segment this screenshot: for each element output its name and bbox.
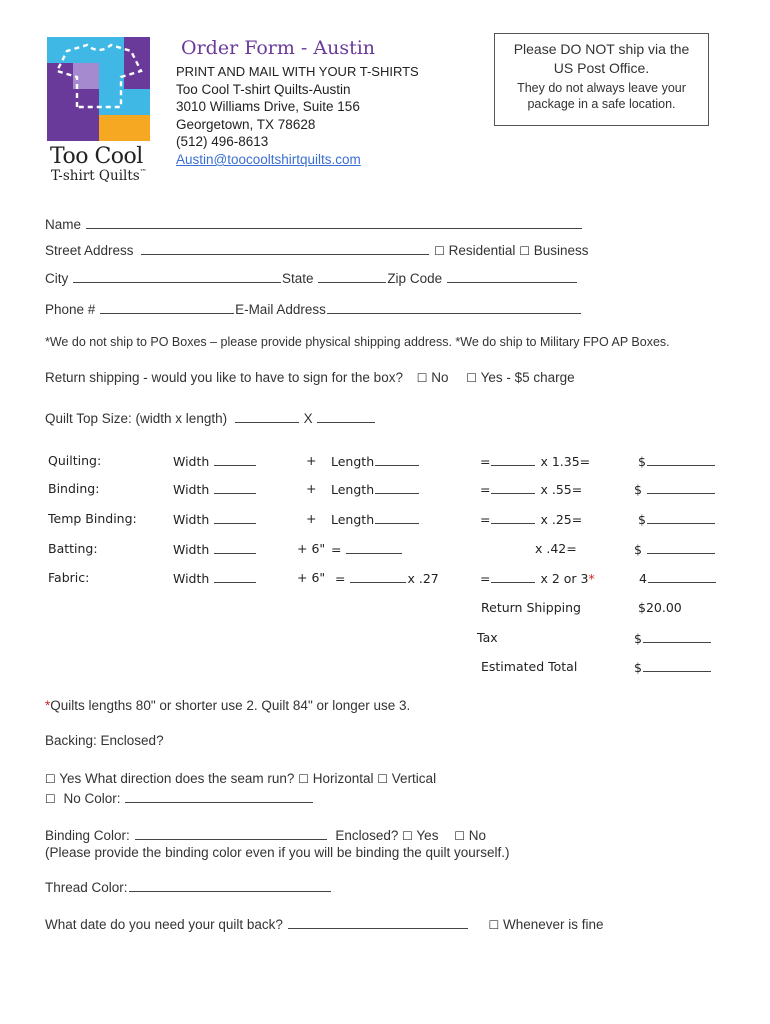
binding-length-field[interactable] <box>375 481 419 494</box>
batting-price-field[interactable] <box>647 541 715 554</box>
po-box-note: *We do not ship to PO Boxes – please provide physical shipping address. *We do ship to Military FPO AP Boxes. <box>45 335 670 349</box>
name-row <box>45 216 583 232</box>
batting-width-field[interactable] <box>214 541 256 554</box>
state-field[interactable] <box>318 270 386 283</box>
tax-label: Tax <box>477 630 498 645</box>
backing-yes-checkbox[interactable]: ☐ <box>45 772 56 786</box>
city-row <box>45 270 578 286</box>
quilt-size-x: X <box>303 411 313 426</box>
quilting-label: Quilting: <box>48 453 102 468</box>
fabric-total: = x 2 or 3* <box>480 571 595 586</box>
batting-price: $ <box>634 541 716 557</box>
fabric-total-field[interactable] <box>491 570 535 583</box>
phone-label: Phone # <box>45 302 96 317</box>
batting-label: Batting: <box>48 541 98 556</box>
quilting-length: Length <box>331 453 420 469</box>
return-date-question: What date do you need your quilt back? <box>45 917 283 932</box>
return-shipping-label: Return Shipping <box>481 600 581 615</box>
residential-label: Residential <box>448 243 516 258</box>
binding-color-field[interactable] <box>135 827 327 840</box>
horizontal-label: Horizontal <box>312 771 374 786</box>
batting-total-field[interactable] <box>346 541 402 554</box>
backing-enclosed-label: Backing: Enclosed? <box>45 733 164 748</box>
binding-total-field[interactable] <box>491 481 535 494</box>
batting-plus6: + 6" <box>297 541 326 556</box>
binding-color-label: Binding Color: <box>45 828 130 843</box>
brand-name-line2: T-shirt Quilts™ <box>51 168 147 184</box>
temp-binding-total-field[interactable] <box>491 511 535 524</box>
thread-color-row <box>45 879 332 895</box>
horizontal-checkbox[interactable]: ☐ <box>298 772 309 786</box>
quilt-size-row <box>45 410 376 426</box>
address-line-3: Georgetown, TX 78628 <box>176 117 316 132</box>
binding-total: = x .55= <box>480 482 583 497</box>
binding-label: Binding: <box>48 481 100 496</box>
return-yes-label: Yes - $5 charge <box>480 370 575 385</box>
binding-enclosed-no-label: No <box>468 828 487 843</box>
too-cool-tshirt-quilts-logo <box>47 37 150 141</box>
whenever-label: Whenever is fine <box>502 917 604 932</box>
return-signature-question: Return shipping - would you like to have to sign for the box? <box>45 370 403 385</box>
binding-enclosed-label: Enclosed? <box>335 828 399 843</box>
quilting-price: $ <box>638 453 716 469</box>
fabric-subtotal-field[interactable] <box>350 570 406 583</box>
email-link[interactable]: Austin@toocooltshirtquilts.com <box>176 152 361 167</box>
binding-width-field[interactable] <box>214 481 256 494</box>
vertical-label: Vertical <box>391 771 437 786</box>
whenever-checkbox[interactable]: ☐ <box>488 918 500 932</box>
backing-yes-label: Yes What direction does the seam run? <box>59 771 295 786</box>
quilting-plus: + <box>306 453 317 468</box>
street-field[interactable] <box>141 242 429 255</box>
fabric-label: Fabric: <box>48 570 90 585</box>
name-field[interactable] <box>86 216 582 229</box>
quilting-total-field[interactable] <box>491 453 535 466</box>
temp-binding-length: Length <box>331 511 420 527</box>
quilting-total: = x 1.35= <box>480 454 591 469</box>
zip-label: Zip Code <box>387 271 443 286</box>
notice-line-2: US Post Office. <box>553 60 650 76</box>
city-field[interactable] <box>73 270 281 283</box>
backing-color-field[interactable] <box>125 790 313 803</box>
temp-binding-plus: + <box>306 511 317 526</box>
temp-binding-price-field[interactable] <box>647 511 715 524</box>
fabric-width: Width <box>173 570 257 586</box>
backing-no-row <box>45 790 314 806</box>
binding-plus: + <box>306 481 317 496</box>
shipping-notice-box <box>494 33 709 126</box>
quilt-width-field[interactable] <box>235 410 299 423</box>
fabric-price-field[interactable] <box>648 570 716 583</box>
estimated-total-field[interactable] <box>643 659 711 672</box>
email-label: E-Mail Address <box>235 302 326 317</box>
notice-line-3: They do not always leave your <box>517 81 686 95</box>
business-checkbox[interactable]: ☐ <box>519 244 530 258</box>
quilting-length-field[interactable] <box>375 453 419 466</box>
phone-number: (512) 496-8613 <box>176 134 269 149</box>
notice-line-4: package in a safe location. <box>527 97 676 111</box>
address-line-2: 3010 Williams Drive, Suite 156 <box>176 99 360 114</box>
fabric-plus6: + 6" <box>297 570 326 585</box>
binding-price: $ <box>634 481 716 497</box>
estimated-total-price: $ <box>634 659 712 675</box>
backing-yes-row <box>45 771 436 786</box>
backing-no-label: No Color: <box>63 791 121 806</box>
fabric-price: 4 <box>639 570 717 586</box>
return-signature-row <box>45 370 575 385</box>
residential-checkbox[interactable]: ☐ <box>434 244 445 258</box>
batting-multiplier: x .42= <box>535 541 577 556</box>
business-label: Business <box>533 243 589 258</box>
return-shipping-value: $20.00 <box>638 600 682 615</box>
return-no-checkbox[interactable]: ☐ <box>416 371 428 385</box>
quilting-price-field[interactable] <box>647 453 715 466</box>
name-label: Name <box>45 217 82 232</box>
thread-color-label: Thread Color: <box>45 880 128 895</box>
fabric-width-field[interactable] <box>214 570 256 583</box>
binding-length: Length <box>331 481 420 497</box>
binding-enclosed-yes-checkbox[interactable]: ☐ <box>402 829 413 843</box>
binding-color-note: (Please provide the binding color even if you will be binding the quilt yourself.) <box>45 845 510 860</box>
tax-field[interactable] <box>643 630 711 643</box>
batting-total: = <box>331 541 403 557</box>
quilting-width: Width <box>173 453 257 469</box>
backing-no-checkbox[interactable]: ☐ <box>45 792 56 806</box>
brand-name: Too Cool <box>50 144 143 169</box>
temp-binding-label: Temp Binding: <box>48 511 137 526</box>
street-row <box>45 242 589 258</box>
temp-binding-width-field[interactable] <box>214 511 256 524</box>
return-yes-checkbox[interactable]: ☐ <box>466 371 478 385</box>
estimated-total-label: Estimated Total <box>481 659 578 674</box>
vertical-checkbox[interactable]: ☐ <box>377 772 389 786</box>
state-label: State <box>282 271 314 286</box>
quilt-length-field[interactable] <box>317 410 375 423</box>
temp-binding-width: Width <box>173 511 257 527</box>
quilt-size-label: Quilt Top Size: (width x length) <box>45 411 228 426</box>
binding-width: Width <box>173 481 257 497</box>
temp-binding-total: = x .25= <box>480 512 583 527</box>
return-date-field[interactable] <box>288 916 468 929</box>
phone-row <box>45 301 582 317</box>
batting-width: Width <box>173 541 257 557</box>
street-label: Street Address <box>45 243 134 258</box>
binding-price-field[interactable] <box>647 481 715 494</box>
phone-field[interactable] <box>100 301 234 314</box>
return-no-label: No <box>431 370 449 385</box>
return-date-row <box>45 916 604 932</box>
tax-price: $ <box>634 630 712 646</box>
binding-enclosed-no-checkbox[interactable]: ☐ <box>454 829 465 843</box>
address-line-1: Too Cool T-shirt Quilts-Austin <box>176 82 351 97</box>
notice-line-1: Please DO NOT ship via the <box>513 41 690 57</box>
email-field[interactable] <box>327 301 581 314</box>
form-subtitle: PRINT AND MAIL WITH YOUR T-SHIRTS <box>176 64 419 79</box>
binding-color-row <box>45 827 486 843</box>
temp-binding-length-field[interactable] <box>375 511 419 524</box>
form-title: Order Form - Austin <box>181 37 376 59</box>
quilt-length-note: *Quilts lengths 80" or shorter use 2. Quilt 84" or longer use 3. <box>45 698 411 713</box>
zip-field[interactable] <box>447 270 577 283</box>
temp-binding-price: $ <box>638 511 716 527</box>
city-label: City <box>45 271 69 286</box>
binding-enclosed-yes-label: Yes <box>416 828 439 843</box>
fabric-subtotal: = x .27 <box>335 571 439 586</box>
quilting-width-field[interactable] <box>214 453 256 466</box>
thread-color-field[interactable] <box>129 879 331 892</box>
